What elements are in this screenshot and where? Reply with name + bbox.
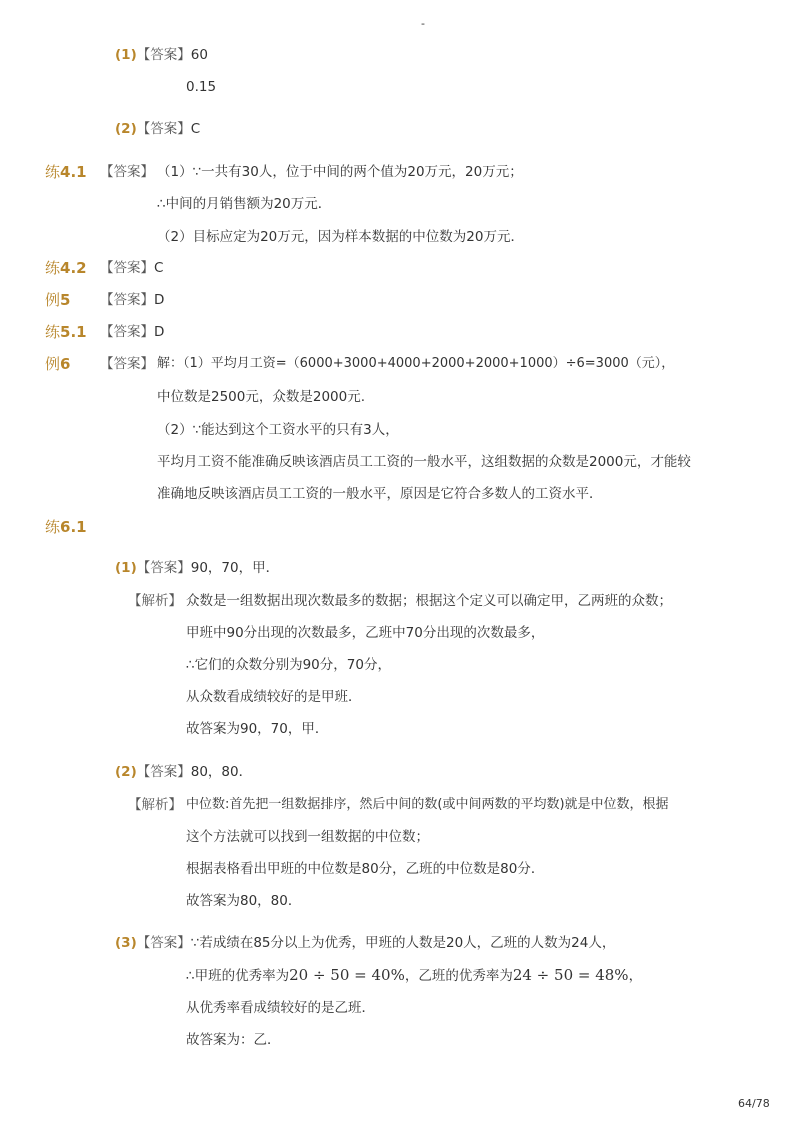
answer-tag: 【答案】: [100, 292, 154, 308]
exercise-label-6-1: 练6.1: [45, 518, 87, 536]
analysis-line: 从众数看成绩较好的是甲班．: [186, 689, 362, 705]
part-2-answer: [115, 119, 200, 139]
answer-value: D: [154, 292, 165, 308]
answer-line: 中位数是2500元，众数是2000元.: [157, 389, 366, 405]
answer-value: 60: [190, 47, 208, 63]
answer-value: C: [154, 260, 164, 276]
part-3-answer: [115, 933, 615, 953]
answer-tag: 【答案】: [100, 260, 154, 276]
answer-tag: 【答案】: [136, 121, 191, 137]
analysis-line: 这个方法就可以找到一组数据的中位数；: [186, 829, 429, 845]
answer-line: （2）目标应定为20万元，因为样本数据的中位数为20万元．: [157, 229, 524, 245]
answer-value: C: [190, 121, 201, 137]
part-number: (2): [115, 764, 137, 780]
exercise-label-4-2: 练4.2: [45, 259, 87, 277]
answer-line: （1）∵一共有30人，位于中间的两个值为20万元，20万元；: [157, 164, 523, 180]
part-1-answer: [115, 558, 279, 578]
answer-line: ∴中间的月销售额为20万元．: [157, 196, 332, 212]
part-number: (1): [115, 560, 137, 576]
part-1-answer: [115, 45, 208, 65]
math-expression: 20 ÷ 50 = 40%: [289, 966, 405, 984]
part-number: (2): [115, 121, 137, 137]
example-label-6: 例6: [45, 355, 71, 373]
answer-line: 准确地反映该酒店员工工资的一般水平，原因是它符合多数人的工资水平．: [157, 486, 603, 502]
answer-tag: 【答案】: [136, 764, 191, 780]
exercise-label-5-1: 练5.1: [45, 323, 87, 341]
analysis-line: 中位数:首先把一组数据排序，然后中间的数(或中间两数的平均数)就是中位数，根据: [186, 797, 669, 812]
answer-tag: 【答案】: [136, 560, 191, 576]
answer-line: ∵若成绩在85分以上为优秀，甲班的人数是20人，乙班的人数为24人，: [190, 935, 616, 951]
analysis-line: ∴它们的众数分别为90分，70分，: [186, 657, 391, 673]
answer-tag: 【答案】: [136, 935, 191, 951]
answer-value: 90，70，甲．: [190, 560, 280, 576]
answer-row: [100, 290, 164, 310]
exercise-label-4-1: 练4.1: [45, 163, 87, 181]
header-mark: -: [421, 17, 425, 30]
analysis-line: 故答案为90，70，甲．: [186, 721, 329, 737]
analysis-line: 根据表格看出甲班的中位数是80分，乙班的中位数是80分．: [186, 861, 545, 877]
answer-row: [100, 258, 163, 278]
answer-row: [100, 322, 164, 342]
example-label-5: 例5: [45, 291, 71, 309]
answer-value: 80，80．: [190, 764, 253, 780]
analysis-line: 甲班中90分出现的次数最多，乙班中70分出现的次数最多，: [186, 625, 545, 641]
analysis-line: 众数是一组数据出现次数最多的数据；根据这个定义可以确定甲，乙两班的众数；: [186, 593, 672, 609]
answer-line-math: ∴甲班的优秀率为20 ÷ 50 = 40%，乙班的优秀率为24 ÷ 50 = 48%，: [186, 966, 643, 984]
answer-tag: 【答案】: [100, 356, 154, 372]
part-2-answer: [115, 762, 252, 782]
answer-tag: 【答案】: [100, 164, 154, 180]
part-number: (1): [115, 47, 137, 63]
answer-line: 解：（1）平均月工资=（6000+3000+4000+2000+2000+1000）÷6=3000（元），: [157, 356, 675, 371]
page-number: 64/78: [738, 1097, 770, 1110]
part-number: (3): [115, 935, 137, 951]
answer-line: 故答案为：乙．: [186, 1032, 281, 1048]
answer-value-2: 0.15: [186, 79, 217, 95]
answer-line: （2）∵能达到这个工资水平的只有3人，: [157, 422, 399, 438]
answer-line: 平均月工资不能准确反映该酒店员工工资的一般水平，这组数据的众数是2000元，才能较: [157, 454, 691, 470]
analysis-line: 故答案为80，80．: [186, 893, 302, 909]
analysis-tag: 【解析】: [128, 797, 182, 813]
answer-line: 从优秀率看成绩较好的是乙班．: [186, 1000, 375, 1016]
answer-tag: 【答案】: [136, 47, 191, 63]
analysis-tag: 【解析】: [128, 593, 182, 609]
math-expression: 24 ÷ 50 = 48%: [512, 966, 629, 984]
answer-tag: 【答案】: [100, 324, 154, 340]
answer-value: D: [154, 324, 165, 340]
